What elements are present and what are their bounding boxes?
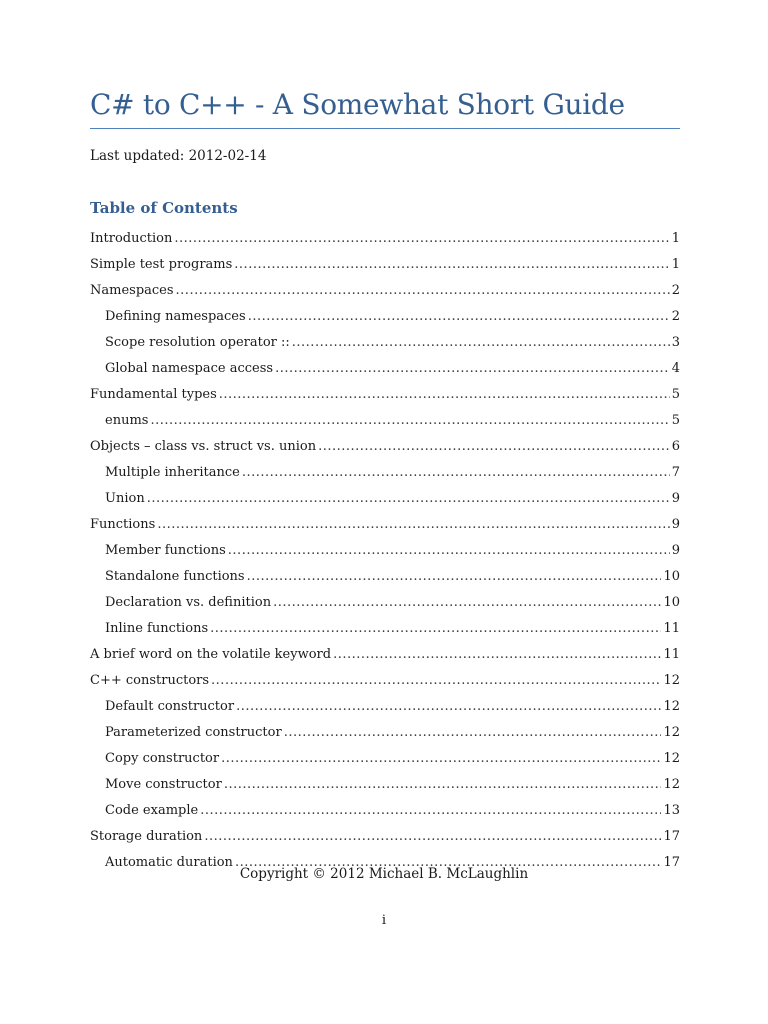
toc-entry-label: Objects – class vs. struct vs. union xyxy=(90,439,317,454)
toc-entry[interactable] xyxy=(90,333,680,359)
toc-entry-page: 12 xyxy=(663,673,680,688)
toc-entry-label: Code example xyxy=(105,803,199,818)
toc-entry-page: 9 xyxy=(671,517,680,532)
toc-entry[interactable] xyxy=(90,775,680,801)
last-updated-text: Last updated: 2012-02-14 xyxy=(90,148,267,164)
toc-entry[interactable] xyxy=(90,593,680,619)
toc-entry-page: 12 xyxy=(663,777,680,792)
toc-entry-page: 9 xyxy=(671,543,680,558)
toc-entry[interactable] xyxy=(90,359,680,385)
toc-entry-label: Automatic duration xyxy=(105,855,233,870)
toc-entry[interactable] xyxy=(90,723,680,749)
toc-entry[interactable] xyxy=(90,827,680,853)
title-underline xyxy=(90,128,680,129)
toc-entry-label: enums xyxy=(105,413,149,428)
toc-entry-label: Functions xyxy=(90,517,156,532)
toc-entry[interactable] xyxy=(90,463,680,489)
toc-entry-label: A brief word on the volatile keyword xyxy=(90,647,332,662)
toc-dot-leader xyxy=(157,515,669,535)
toc-entry[interactable] xyxy=(90,255,680,281)
toc-entry-page: 13 xyxy=(663,803,680,818)
toc-entry[interactable] xyxy=(90,281,680,307)
toc-dot-leader xyxy=(284,723,662,743)
toc-entry-page: 2 xyxy=(671,283,680,298)
toc-entry-label: Move constructor xyxy=(105,777,222,792)
toc-entry-page: 9 xyxy=(671,491,680,506)
toc-entry-page: 10 xyxy=(663,595,680,610)
toc-dot-leader xyxy=(236,697,661,717)
toc-entry-label: Fundamental types xyxy=(90,387,217,402)
toc-entry-label: Defining namespaces xyxy=(105,309,246,324)
toc-entry[interactable] xyxy=(90,541,680,567)
toc-dot-leader xyxy=(234,255,669,275)
toc-dot-leader xyxy=(147,489,670,509)
toc-dot-leader xyxy=(211,671,661,691)
toc-entry[interactable] xyxy=(90,515,680,541)
toc-dot-leader xyxy=(200,801,661,821)
toc-entry[interactable] xyxy=(90,307,680,333)
toc-dot-leader xyxy=(221,749,661,769)
toc-entry[interactable] xyxy=(90,411,680,437)
toc-entry-page: 17 xyxy=(663,855,680,870)
toc-entry-label: Multiple inheritance xyxy=(105,465,240,480)
footer-copyright: Copyright © 2012 Michael B. McLaughlin xyxy=(239,866,529,882)
toc-dot-leader xyxy=(210,619,661,639)
toc-entry[interactable] xyxy=(90,437,680,463)
toc-entry[interactable] xyxy=(90,385,680,411)
toc-entry-label: Inline functions xyxy=(105,621,209,636)
document-title: C# to C++ - A Somewhat Short Guide xyxy=(90,88,625,121)
toc-dot-leader xyxy=(273,593,661,613)
toc-entry-label: C++ constructors xyxy=(90,673,210,688)
toc-entry-page: 12 xyxy=(663,751,680,766)
toc-entry-page: 11 xyxy=(663,647,680,662)
toc-dot-leader xyxy=(292,333,670,353)
toc-entry[interactable] xyxy=(90,229,680,255)
toc-entry[interactable] xyxy=(90,671,680,697)
toc-entry[interactable] xyxy=(90,801,680,827)
toc-entry-label: Copy constructor xyxy=(105,751,220,766)
toc-entry[interactable] xyxy=(90,749,680,775)
toc-entry-label: Namespaces xyxy=(90,283,174,298)
toc-entry-page: 5 xyxy=(671,413,680,428)
toc-dot-leader xyxy=(204,827,661,847)
toc-entry[interactable] xyxy=(90,567,680,593)
footer-page-number: i xyxy=(381,913,387,928)
toc-entry-page: 1 xyxy=(671,231,680,246)
toc-heading: Table of Contents xyxy=(90,199,238,217)
toc-entry-page: 11 xyxy=(663,621,680,636)
toc-dot-leader xyxy=(150,411,669,431)
toc-dot-leader xyxy=(174,229,669,249)
toc-dot-leader xyxy=(333,645,661,665)
toc-dot-leader xyxy=(228,541,670,561)
toc-dot-leader xyxy=(224,775,662,795)
toc-dot-leader xyxy=(318,437,670,457)
toc-dot-leader xyxy=(275,359,670,379)
toc-dot-leader xyxy=(242,463,670,483)
toc-entry-page: 7 xyxy=(671,465,680,480)
toc-entry[interactable] xyxy=(90,489,680,515)
toc-entry-label: Introduction xyxy=(90,231,173,246)
toc-entry-page: 2 xyxy=(671,309,680,324)
toc-dot-leader xyxy=(176,281,670,301)
toc-entry-page: 5 xyxy=(671,387,680,402)
toc-entry-label: Declaration vs. definition xyxy=(105,595,272,610)
toc-entry-label: Member functions xyxy=(105,543,226,558)
toc-entry-page: 10 xyxy=(663,569,680,584)
toc-entry-label: Storage duration xyxy=(90,829,203,844)
toc-entry-label: Parameterized constructor xyxy=(105,725,282,740)
toc-entry[interactable] xyxy=(90,697,680,723)
toc-entry-label: Simple test programs xyxy=(90,257,233,272)
table-of-contents xyxy=(90,229,680,879)
toc-entry-page: 12 xyxy=(663,699,680,714)
toc-dot-leader xyxy=(219,385,670,405)
toc-entry-label: Global namespace access xyxy=(105,361,274,376)
toc-entry-page: 6 xyxy=(671,439,680,454)
toc-dot-leader xyxy=(247,567,662,587)
toc-entry-page: 12 xyxy=(663,725,680,740)
toc-dot-leader xyxy=(248,307,670,327)
toc-entry-label: Union xyxy=(105,491,145,506)
toc-entry-page: 3 xyxy=(671,335,680,350)
toc-entry-page: 4 xyxy=(671,361,680,376)
toc-entry-label: Standalone functions xyxy=(105,569,245,584)
toc-entry-label: Default constructor xyxy=(105,699,235,714)
toc-entry[interactable] xyxy=(90,619,680,645)
toc-entry-page: 1 xyxy=(671,257,680,272)
toc-entry[interactable] xyxy=(90,645,680,671)
toc-entry-page: 17 xyxy=(663,829,680,844)
toc-entry-label: Scope resolution operator :: xyxy=(105,335,290,350)
